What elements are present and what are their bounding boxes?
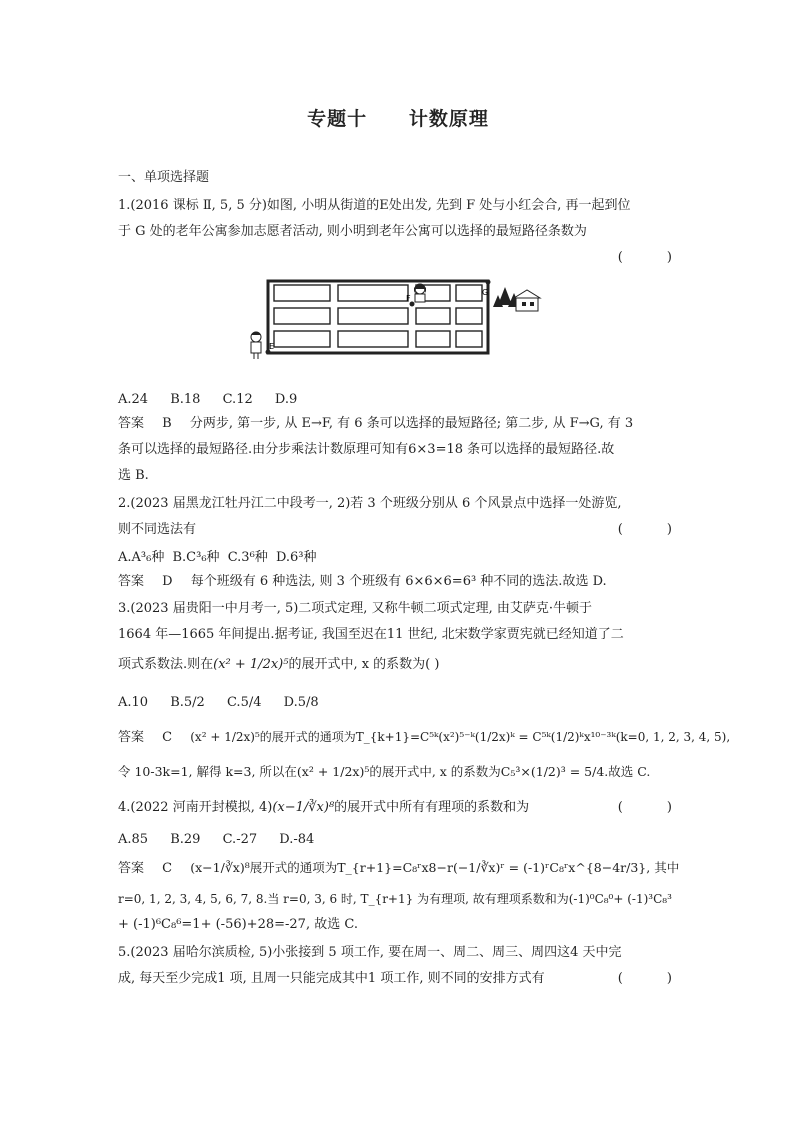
q1-answer-line3: 选 B.: [118, 468, 149, 483]
q2-answer-label: 答案: [118, 574, 145, 589]
q1-option-d: D.9: [274, 392, 298, 407]
q1-options: [118, 389, 678, 411]
title-part1: 专题十: [307, 108, 368, 130]
q4-answer-paren: ( ): [617, 800, 692, 815]
q2-answer: [118, 569, 678, 594]
q4-answer-letter: C: [162, 861, 173, 876]
q4-answer-line3: + (-1)⁶C₈⁶=1+ (-56)+28=-27, 故选 C.: [118, 917, 358, 932]
title-part2: 计数原理: [408, 108, 489, 130]
question-5: [118, 940, 692, 992]
question-4: [118, 791, 692, 938]
q4-line1-pre: 4.(2022 河南开封模拟, 4): [118, 800, 273, 815]
q3-answer: [118, 720, 731, 789]
q4-line1-expr: (x−1/∛x)⁸: [272, 800, 335, 815]
q3-option-d: D.5/8: [283, 695, 319, 710]
q3-answer-letter: C: [162, 730, 173, 745]
q4-line1-post: 的展开式中所有有理项的系数和为: [334, 800, 530, 815]
q3-answer-line1: (x² + 1/2x)⁵的展开式的通项为T_{k+1}=C⁵ᵏ(x²)⁵⁻ᵏ(1/2x)ᵏ = C⁵ᵏ(1/2)ᵏx¹⁰⁻³ᵏ(k=0, 1, 2, 3, 4, 5),: [190, 730, 731, 744]
q3-line3-post: 的展开式中, x 的系数为( ): [288, 657, 440, 672]
q1-answer-label: 答案: [118, 416, 145, 431]
page-title: [118, 104, 678, 131]
q2-answer-text: 每个班级有 6 种选法, 则 3 个班级有 6×6×6=6³ 种不同的选法.故选 D.: [190, 574, 607, 589]
q2-line2: 则不同选法有: [118, 522, 197, 537]
q3-line3-expr: (x² + 1/2x)⁵: [213, 657, 289, 672]
q4-option-d: D.-84: [279, 832, 315, 847]
q5-answer-paren: ( ): [617, 971, 692, 986]
q2-answer-paren: ( ): [617, 522, 692, 537]
q1-option-c: C.12: [222, 392, 253, 407]
q5-line1: 5.(2023 届哈尔滨质检, 5)小张接到 5 项工作, 要在周一、周二、周三、周四这4 天中完: [118, 945, 622, 960]
q3-answer-line2: 令 10-3k=1, 解得 k=3, 所以在(x² + 1/2x)⁵的展开式中, x 的系数为C₅³×(1/2)³ = 5/4.故选 C.: [118, 764, 651, 779]
q4-answer: [118, 851, 678, 938]
q2-option-b: B.C³₆种: [172, 550, 220, 565]
q2-option-d: D.6³种: [275, 550, 317, 565]
q2-option-c: C.3⁶种: [227, 550, 268, 565]
q1-answer-line2: 条可以选择的最短路径.由分步乘法计数原理可知有6×3=18 条可以选择的最短路径.故: [118, 442, 615, 457]
q1-line1: 1.(2016 课标 Ⅱ, 5, 5 分)如图, 小明从街道的E处出发, 先到 F 处与小红会合, 再一起到位: [118, 198, 631, 213]
q3-option-c: C.5/4: [226, 695, 262, 710]
street-grid-svg: [248, 275, 548, 385]
q4-option-c: C.-27: [222, 832, 258, 847]
label-f: F: [406, 294, 411, 303]
q1-option-a: A.24: [118, 392, 149, 407]
question-1: [118, 193, 692, 489]
q2-options: [118, 547, 678, 569]
q1-answer-letter: B: [162, 416, 172, 431]
q1-line2: 于 G 处的老年公寓参加志愿者活动, 则小明到老年公寓可以选择的最短路径条数为: [118, 224, 587, 239]
q1-answer-line1: 分两步, 第一步, 从 E→F, 有 6 条可以选择的最短路径; 第二步, 从 F→G, 有 3: [189, 416, 634, 431]
q1-answer-paren: ( ): [617, 250, 692, 265]
section-heading: 一、单项选择题: [118, 170, 210, 185]
q3-options: [118, 686, 678, 720]
question-3: [118, 596, 731, 789]
q1-option-b: B.18: [170, 392, 201, 407]
q4-answer-label: 答案: [118, 861, 145, 876]
q4-option-a: A.85: [118, 832, 149, 847]
q4-answer-line2: r=0, 1, 2, 3, 4, 5, 6, 7, 8.当 r=0, 3, 6 时, T_{r+1} 为有理项, 故有理项系数和为(-1)⁰C₈⁰+ (-1)³C₈³: [118, 892, 672, 906]
q3-line1: 3.(2023 届贵阳一中月考一, 5)二项式定理, 又称牛顿二项式定理, 由艾萨克·牛顿于: [118, 601, 592, 616]
label-g: G: [482, 288, 489, 297]
nursing-home-figure: [493, 287, 540, 311]
q3-option-a: A.10: [118, 695, 149, 710]
label-e: E: [269, 342, 275, 351]
q4-option-b: B.29: [170, 832, 201, 847]
q5-line2: 成, 每天至少完成1 项, 且周一只能完成其中1 项工作, 则不同的安排方式有: [118, 971, 545, 986]
q3-line3-pre: 项式系数法.则在: [118, 657, 214, 672]
q4-answer-line1: (x−1/∛x)⁸展开式的通项为T_{r+1}=C₈ʳx8−r(−1/∛x)ʳ = (-1)ʳC₈ʳx^{8−4r/3}, 其中: [190, 860, 680, 875]
q4-options: [118, 829, 678, 851]
q2-line1: 2.(2023 届黑龙江牡丹江二中段考一, 2)若 3 个班级分别从 6 个风景点中选择一处游览,: [118, 496, 622, 511]
page-content: [118, 98, 731, 992]
question-2: [118, 491, 692, 594]
q3-line2: 1664 年—1665 年间提出.据考证, 我国至迟在11 世纪, 北宋数学家贾宪就已经知道了二: [118, 627, 624, 642]
q1-answer: [118, 411, 678, 489]
boy-figure: [251, 332, 261, 360]
q3-option-b: B.5/2: [170, 695, 205, 710]
street-grid-figure: [248, 275, 548, 385]
q3-answer-label: 答案: [118, 730, 145, 745]
q2-option-a: A.A³₆种: [118, 550, 165, 565]
q2-answer-letter: D: [162, 574, 173, 589]
